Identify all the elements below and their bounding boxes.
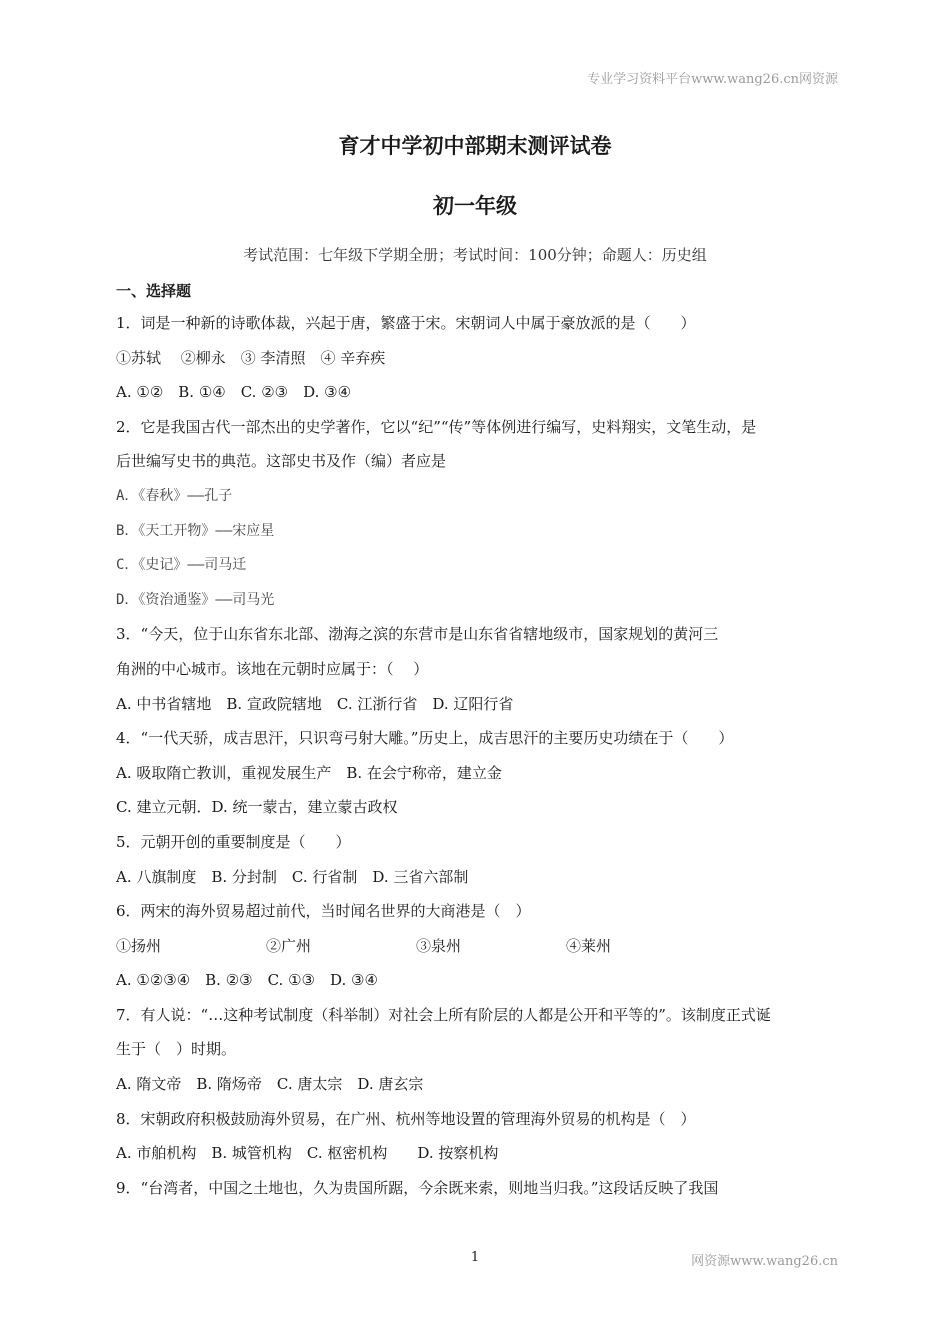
section-heading: 一、选择题 [116,282,192,300]
exam-meta: 考试范围：七年级下学期全册；考试时间：100分钟；命题人：历史组 [243,246,707,264]
question-line: 6．两宋的海外贸易超过前代，当时闻名世界的大商港是（ ） [116,902,531,921]
question-line: 2．它是我国古代一部杰出的史学著作，它以“纪”“传”等体例进行编写，史料翔实，文笔生动，是 [116,417,757,436]
question-line: 1．词是一种新的诗歌体裁，兴起于唐，繁盛于宋。宋朝词人中属于豪放派的是（ ） [116,314,696,332]
question-line: 4．“一代天骄，成吉思汗，只识弯弓射大雕。”历史上，成吉思汗的主要历史功绩在于（ ） [116,729,734,748]
question-line: C. 建立元朝．D. 统一蒙古，建立蒙古政权 [116,798,398,817]
question-line: 生于（ ）时期。 [116,1040,237,1059]
question-line: A. 中书省辖地 B. 宣政院辖地 C. 江浙行省 D. 辽阳行省 [116,694,514,713]
question-line: C．《史记》——司马迁 [116,557,247,574]
question-line: A. ①②③④ B. ②③ C. ①③ D. ③④ [116,971,378,990]
question-line: A. 八旗制度 B. 分封制 C. 行省制 D. 三省六部制 [116,867,469,886]
question-line: 后世编写史书的典范。这部史书及作（编）者应是 [116,452,447,471]
question-line: ①扬州 ②广州 ③泉州 ④莱州 [116,936,612,955]
question-list [116,306,838,1205]
question-line: A. 隋文帝 B. 隋炀帝 C. 唐太宗 D. 唐玄宗 [116,1075,424,1094]
question-line: 5．元朝开创的重要制度是（ ） [116,832,351,851]
question-line: ①苏轼 ②柳永 ③ 李清照 ④ 辛弃疾 [116,348,386,367]
question-line: A．《春秋》——孔子 [116,487,233,504]
question-line: B．《天工开物》——宋应星 [116,522,275,539]
question-line: 8．宋朝政府积极鼓励海外贸易，在广州、杭州等地设置的管理海外贸易的机构是（ ） [116,1109,696,1128]
question-line: A. ①② B. ①④ C. ②③ D. ③④ [116,383,352,402]
page-number: 1 [470,1250,480,1265]
header-source-note: 专业学习资料平台www.wang26.cn网资源 [587,72,838,87]
question-line: 3．“今天，位于山东省东北部、渤海之滨的东营市是山东省省辖地级市，国家规划的黄河三 [116,625,719,644]
question-line: 9．“台湾者，中国之土地也，久为贵国所踞，今余既来索，则地当归我。”这段话反映了我国 [116,1178,719,1197]
question-line: 角洲的中心城市。该地在元朝时应属于：（ ） [116,659,429,678]
question-line: A. 吸取隋亡教训，重视发展生产 B. 在会宁称帝，建立金 [116,763,502,782]
grade-title: 初一年级 [433,194,517,218]
question-line: A. 市舶机构 B. 城管机构 C. 枢密机构 D. 按察机构 [116,1144,499,1163]
question-line: D．《资治通鉴》——司马光 [116,591,275,608]
question-line: 7．有人说：“…这种考试制度（科举制）对社会上所有阶层的人都是公开和平等的”。该制度正式诞 [116,1005,771,1024]
exam-title: 育才中学初中部期末测评试卷 [338,134,612,158]
footer-source-note: 网资源www.wang26.cn [691,1254,838,1269]
